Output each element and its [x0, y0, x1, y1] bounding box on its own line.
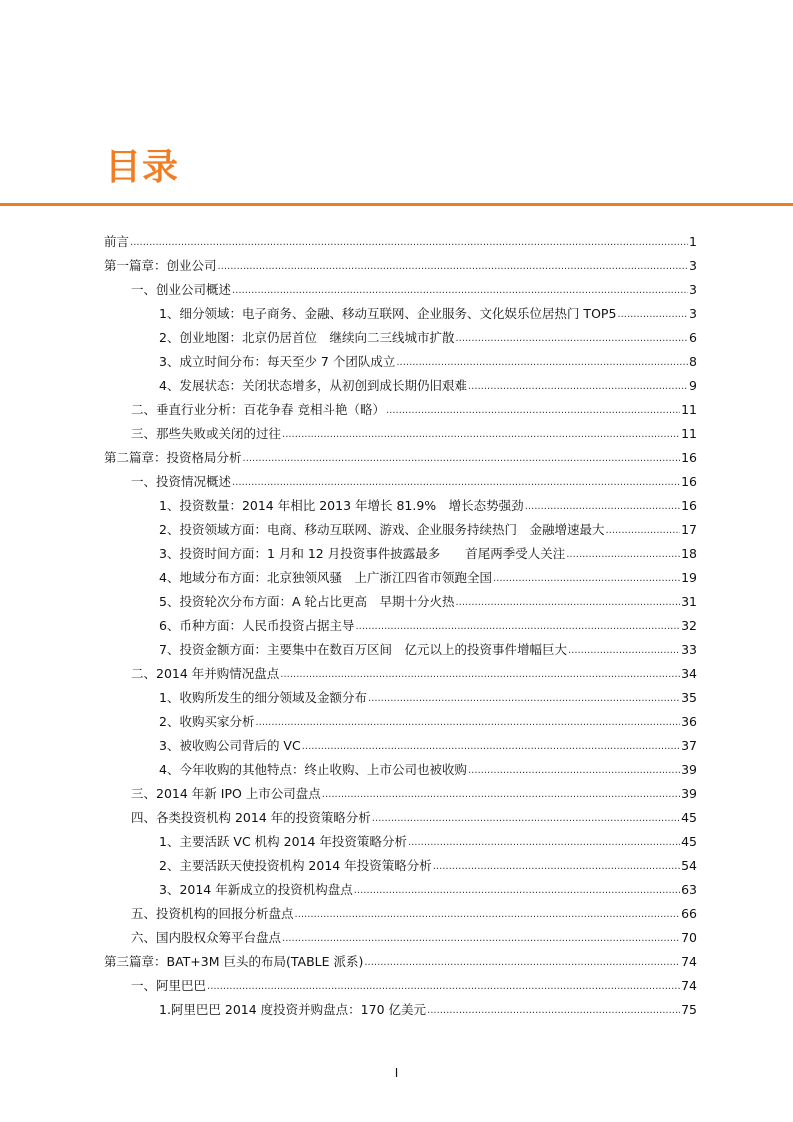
toc-entry-page: 3: [689, 306, 697, 321]
toc-entry-page: 45: [681, 810, 697, 825]
toc-entry-page: 54: [681, 858, 697, 873]
toc-dot-leader: [364, 957, 680, 969]
toc-dot-leader: [372, 813, 680, 825]
toc-entry-label: 前言: [104, 234, 130, 249]
toc-entry-label: 1.阿里巴巴 2014 度投资并购盘点：170 亿美元: [159, 1002, 427, 1017]
toc-dot-leader: [368, 693, 680, 705]
toc-entry-page: 35: [681, 690, 697, 705]
toc-entry-label: 一、创业公司概述: [131, 282, 232, 297]
toc-entry[interactable]: [104, 921, 697, 945]
toc-entry[interactable]: [104, 801, 697, 825]
toc-entry-page: 31: [681, 594, 697, 609]
toc-entry[interactable]: [104, 945, 697, 969]
toc-entry-page: 36: [681, 714, 697, 729]
toc-entry-label: 三、那些失败或关闭的过往: [131, 426, 282, 441]
toc-entry[interactable]: [104, 777, 697, 801]
toc-entry-page: 32: [681, 618, 697, 633]
toc-entry-page: 19: [681, 570, 697, 585]
toc-entry[interactable]: [104, 321, 697, 345]
toc-dot-leader: [243, 453, 681, 465]
toc-dot-leader: [617, 309, 688, 321]
toc-entry-label: 4、发展状态：关闭状态增多，从初创到成长期仍旧艰难: [159, 378, 467, 393]
toc-entry[interactable]: [104, 609, 697, 633]
toc-entry-page: 37: [681, 738, 697, 753]
toc-entry-page: 33: [681, 642, 697, 657]
toc-dot-leader: [525, 501, 680, 513]
toc-dot-leader: [232, 285, 688, 297]
toc-entry-page: 74: [681, 954, 697, 969]
toc-entry[interactable]: [104, 489, 697, 513]
toc-entry[interactable]: [104, 225, 697, 249]
toc-entry-label: 一、投资情况概述: [131, 474, 232, 489]
toc-dot-leader: [433, 861, 680, 873]
toc-entry-page: 75: [681, 1002, 697, 1017]
toc-entry-label: 第三篇章：BAT+3M 巨头的布局(TABLE 派系): [104, 954, 364, 969]
toc-entry-page: 11: [681, 402, 697, 417]
toc-entry-label: 二、垂直行业分析：百花争春 竞相斗艳（略）: [131, 402, 385, 417]
toc-entry[interactable]: [104, 369, 697, 393]
toc-dot-leader: [468, 765, 680, 777]
toc-dot-leader: [493, 573, 680, 585]
toc-entry-label: 1、细分领域：电子商务、金融、移动互联网、企业服务、文化娱乐位居热门 TOP5: [159, 306, 617, 321]
page-number: I: [394, 1066, 399, 1080]
toc-dot-leader: [280, 669, 680, 681]
page-title: 目录: [105, 147, 180, 188]
toc-entry-page: 16: [681, 450, 697, 465]
toc-dot-leader: [295, 909, 681, 921]
toc-entry-page: 3: [689, 282, 697, 297]
toc-dot-leader: [455, 333, 688, 345]
toc-entry-label: 第二篇章：投资格局分析: [104, 450, 242, 465]
toc-dot-leader: [566, 549, 680, 561]
title-divider: [0, 203, 793, 206]
toc-entry-label: 2、主要活跃天使投资机构 2014 年投资策略分析: [159, 858, 432, 873]
toc-dot-leader: [355, 621, 680, 633]
toc-entry[interactable]: [104, 345, 697, 369]
toc-entry[interactable]: [104, 633, 697, 657]
toc-dot-leader: [427, 1005, 680, 1017]
toc-entry-label: 1、投资数量：2014 年相比 2013 年增长 81.9% 增长态势强劲: [159, 498, 524, 513]
toc-entry-page: 74: [681, 978, 697, 993]
toc-entry-label: 6、币种方面：人民币投资占据主导: [159, 618, 355, 633]
toc-entry-label: 3、被收购公司背后的 VC: [159, 738, 301, 753]
toc-entry-label: 二、2014 年并购情况盘点: [131, 666, 280, 681]
toc-entry-page: 70: [681, 930, 697, 945]
toc-entry[interactable]: [104, 729, 697, 753]
toc-entry[interactable]: [104, 681, 697, 705]
toc-dot-leader: [322, 789, 680, 801]
toc-entry-page: 66: [681, 906, 697, 921]
toc-entry-page: 8: [689, 354, 697, 369]
toc-entry[interactable]: [104, 993, 697, 1017]
toc-dot-leader: [408, 837, 680, 849]
toc-dot-leader: [302, 741, 680, 753]
toc-dot-leader: [455, 597, 680, 609]
toc-entry-page: 11: [681, 426, 697, 441]
toc-dot-leader: [468, 381, 688, 393]
toc-entry[interactable]: [104, 273, 697, 297]
toc-entry-label: 4、今年收购的其他特点：终止收购、上市公司也被收购: [159, 762, 467, 777]
toc-entry-label: 1、主要活跃 VC 机构 2014 年投资策略分析: [159, 834, 407, 849]
toc-entry-label: 7、投资金额方面：主要集中在数百万区间 亿元以上的投资事件增幅巨大: [159, 642, 567, 657]
toc-entry-page: 3: [689, 258, 697, 273]
toc-entry-label: 2、创业地图：北京仍居首位 继续向二三线城市扩散: [159, 330, 455, 345]
toc-entry-label: 一、阿里巴巴: [131, 978, 207, 993]
toc-entry-page: 45: [681, 834, 697, 849]
toc-dot-leader: [282, 933, 680, 945]
toc-entry-label: 2、投资领域方面：电商、移动互联网、游戏、企业服务持续热门 金融增速最大: [159, 522, 605, 537]
toc-entry-label: 四、各类投资机构 2014 年的投资策略分析: [131, 810, 371, 825]
toc-entry-page: 39: [681, 762, 697, 777]
toc-entry[interactable]: [104, 297, 697, 321]
toc-dot-leader: [207, 981, 680, 993]
toc-entry-page: 17: [681, 522, 697, 537]
toc-entry-label: 3、2014 年新成立的投资机构盘点: [159, 882, 353, 897]
table-of-contents: [104, 225, 697, 1017]
toc-dot-leader: [396, 357, 688, 369]
toc-entry-page: 63: [681, 882, 697, 897]
toc-entry[interactable]: [104, 561, 697, 585]
toc-entry[interactable]: [104, 825, 697, 849]
toc-entry[interactable]: [104, 657, 697, 681]
toc-entry-label: 3、投资时间方面：1 月和 12 月投资事件披露最多 首尾两季受人关注: [159, 546, 566, 561]
toc-dot-leader: [354, 885, 680, 897]
toc-entry[interactable]: [104, 465, 697, 489]
toc-entry[interactable]: [104, 969, 697, 993]
toc-entry-label: 五、投资机构的回报分析盘点: [131, 906, 294, 921]
toc-entry[interactable]: [104, 897, 697, 921]
toc-entry-label: 1、收购所发生的细分领域及金额分布: [159, 690, 367, 705]
toc-entry[interactable]: [104, 393, 697, 417]
toc-entry-label: 第一篇章：创业公司: [104, 258, 217, 273]
toc-dot-leader: [282, 429, 680, 441]
toc-entry[interactable]: [104, 753, 697, 777]
toc-entry[interactable]: [104, 537, 697, 561]
toc-entry-page: 34: [681, 666, 697, 681]
toc-entry-label: 5、投资轮次分布方面：A 轮占比更高 早期十分火热: [159, 594, 455, 609]
toc-entry-page: 16: [681, 498, 697, 513]
toc-entry-label: 4、地域分布方面：北京独领风骚 上广浙江四省市领跑全国: [159, 570, 492, 585]
toc-entry[interactable]: [104, 417, 697, 441]
toc-entry[interactable]: [104, 873, 697, 897]
toc-dot-leader: [386, 405, 680, 417]
toc-entry-page: 18: [681, 546, 697, 561]
toc-entry-page: 9: [689, 378, 697, 393]
toc-entry-page: 1: [689, 234, 697, 249]
toc-entry[interactable]: [104, 441, 697, 465]
toc-dot-leader: [605, 525, 680, 537]
toc-entry[interactable]: [104, 705, 697, 729]
toc-entry-label: 3、成立时间分布：每天至少 7 个团队成立: [159, 354, 396, 369]
toc-entry[interactable]: [104, 849, 697, 873]
toc-entry-page: 6: [689, 330, 697, 345]
toc-dot-leader: [218, 261, 689, 273]
toc-dot-leader: [568, 645, 680, 657]
toc-entry-label: 三、2014 年新 IPO 上市公司盘点: [131, 786, 321, 801]
toc-entry-page: 16: [681, 474, 697, 489]
toc-entry[interactable]: [104, 513, 697, 537]
toc-dot-leader: [232, 477, 680, 489]
toc-entry-page: 39: [681, 786, 697, 801]
toc-dot-leader: [130, 237, 688, 249]
toc-entry[interactable]: [104, 585, 697, 609]
toc-entry[interactable]: [104, 249, 697, 273]
toc-dot-leader: [255, 717, 680, 729]
toc-entry-label: 2、收购买家分析: [159, 714, 255, 729]
toc-entry-label: 六、国内股权众筹平台盘点: [131, 930, 282, 945]
